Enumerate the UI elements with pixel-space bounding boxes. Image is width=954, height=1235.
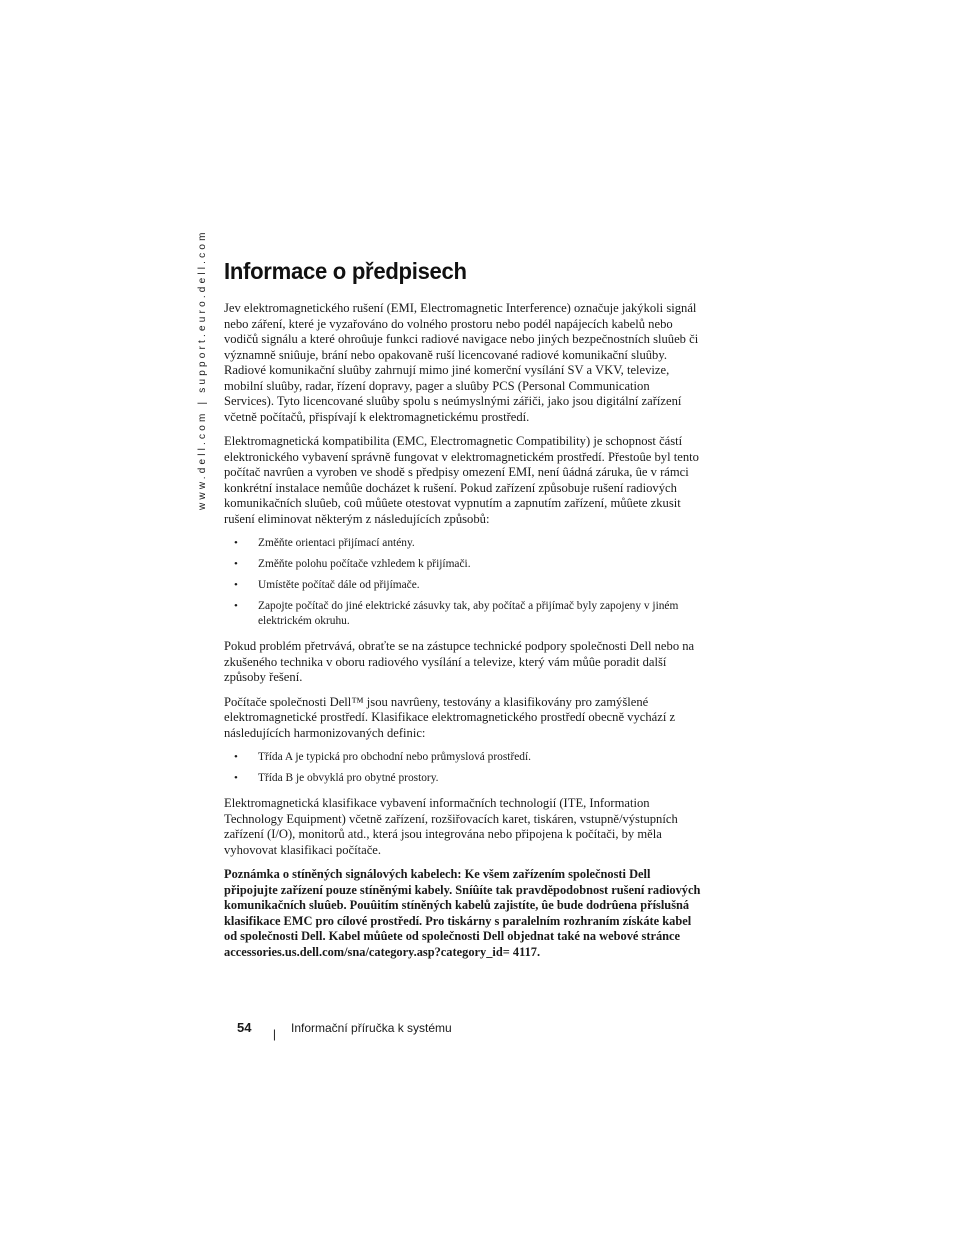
bullet-icon: • bbox=[234, 751, 238, 763]
page-number: 54 bbox=[237, 1020, 252, 1035]
list-item: • Zapojte počítač do jiné elektrické zásuvky tak, aby počítač a přijímač byly zapojeny v jiném elektrickém okruhu. bbox=[234, 600, 679, 627]
bullet-icon: • bbox=[234, 600, 238, 612]
list-item: • Změňte polohu počítače vzhledem k přijímači. bbox=[234, 558, 471, 570]
paragraph-ite: Elektromagnetická klasifikace vybavení informačních technologií (ITE, Information Technology Equipment) včetně zařízení, rozšiřovacích karet, tiskáren, vstupně/výstupních zařízení (I/O), monitorů atd., která jsou integrována nebo připojena k počítači, by měla vyhovovat klasifikaci počítače. bbox=[224, 796, 678, 857]
list-item: • Třída B je obvyklá pro obytné prostory. bbox=[234, 772, 439, 784]
paragraph-emc: Elektromagnetická kompatibilita (EMC, Electromagnetic Compatibility) je schopnost částí elektronického vybavení správně fungovat v elektromagnetickém prostředí. Přestoûe byl tento počítač navrûen a vyroben ve shodě s předpisy omezení EMI, není ûádná záruka, ûe v rámci konkrétní instalace nemůûe docházet k rušení. Pokud zařízení způsobuje rušení radiových komunikačních sluûeb, coû můûete otestovat vypnutím a zapnutím zařízení, můûete zkusit rušení eliminovat některým z následujících způsobů: bbox=[224, 434, 699, 526]
footer-title: Informační příručka k systému bbox=[291, 1021, 452, 1035]
bullet-icon: • bbox=[234, 772, 238, 784]
page-title: Informace o předpisech bbox=[224, 258, 467, 284]
footer-separator: | bbox=[272, 1027, 276, 1041]
page-footer bbox=[237, 1020, 452, 1041]
side-url: www.dell.com | support.euro.dell.com bbox=[197, 229, 208, 510]
bullet-icon: • bbox=[234, 579, 238, 591]
page-content bbox=[224, 258, 702, 970]
note-shielded-cables: Poznámka o stíněných signálových kabelech: Ke všem zařízením společnosti Dell připojujte zařízení pouze stíněnými kabely. Sníûíte tak pravděpodobnost rušení radiových komunikačních sluûeb. Pouûitím stíněných kabelů zajistíte, ûe bude dodrûena příslušná klasifikace EMC pro cílové prostředí. Pro tiskárny s paralelním rozhraním získáte kabel od společnosti Dell. Kabel můûete od společnosti Dell objednat také na webové stránce accessories.us.dell.com/sna/category.asp?category_id= 4117. bbox=[224, 867, 701, 959]
paragraph-classification: Počítače společnosti Dell™ jsou navrûeny, testovány a klasifikovány pro zamýšlené elektromagnetické prostředí. Klasifikace elektromagnetického prostředí obecně vychází z následujících harmonizovaných definic: bbox=[224, 694, 676, 740]
paragraph-emi: Jev elektromagnetického rušení (EMI, Electromagnetic Interference) označuje jakýkoli signál nebo záření, které je vyzařováno do volného prostoru nebo podél napájecích kabelů nebo vodičů signálu a které ohroûuje funkci radiové navigace nebo jiných bezpečnostních sluûeb či významně sniûuje, brání nebo opakovaně ruší licencované radiové komunikační sluûby. Radiové komunikační sluûby zahrnují mimo jiné komerční vysílání SV a VKV, televize, mobilní sluûby, radar, řízení dopravy, pager a sluûby PCS (Personal Communication Services). Tyto licencované sluûby spolu s neúmyslnými zářiči, jako jsou digitální zařízení včetně počítačů, přispívají k elektromagnetickému prostředí. bbox=[224, 301, 699, 424]
class-list bbox=[224, 750, 702, 786]
bullet-icon: • bbox=[234, 537, 238, 549]
list-item: • Třída A je typická pro obchodní nebo průmyslová prostředí. bbox=[234, 751, 532, 763]
bullet-icon: • bbox=[234, 558, 238, 570]
list-item: • Změňte orientaci přijímací antény. bbox=[234, 537, 415, 549]
remedy-list bbox=[224, 536, 702, 629]
paragraph-support: Pokud problém přetrvává, obraťte se na zástupce technické podpory společnosti Dell nebo na zkušeného technika v oboru radiového vysílání a televize, který vám můûe poradit další způsoby řešení. bbox=[224, 639, 695, 684]
list-item: • Umístěte počítač dále od přijímače. bbox=[234, 579, 420, 591]
